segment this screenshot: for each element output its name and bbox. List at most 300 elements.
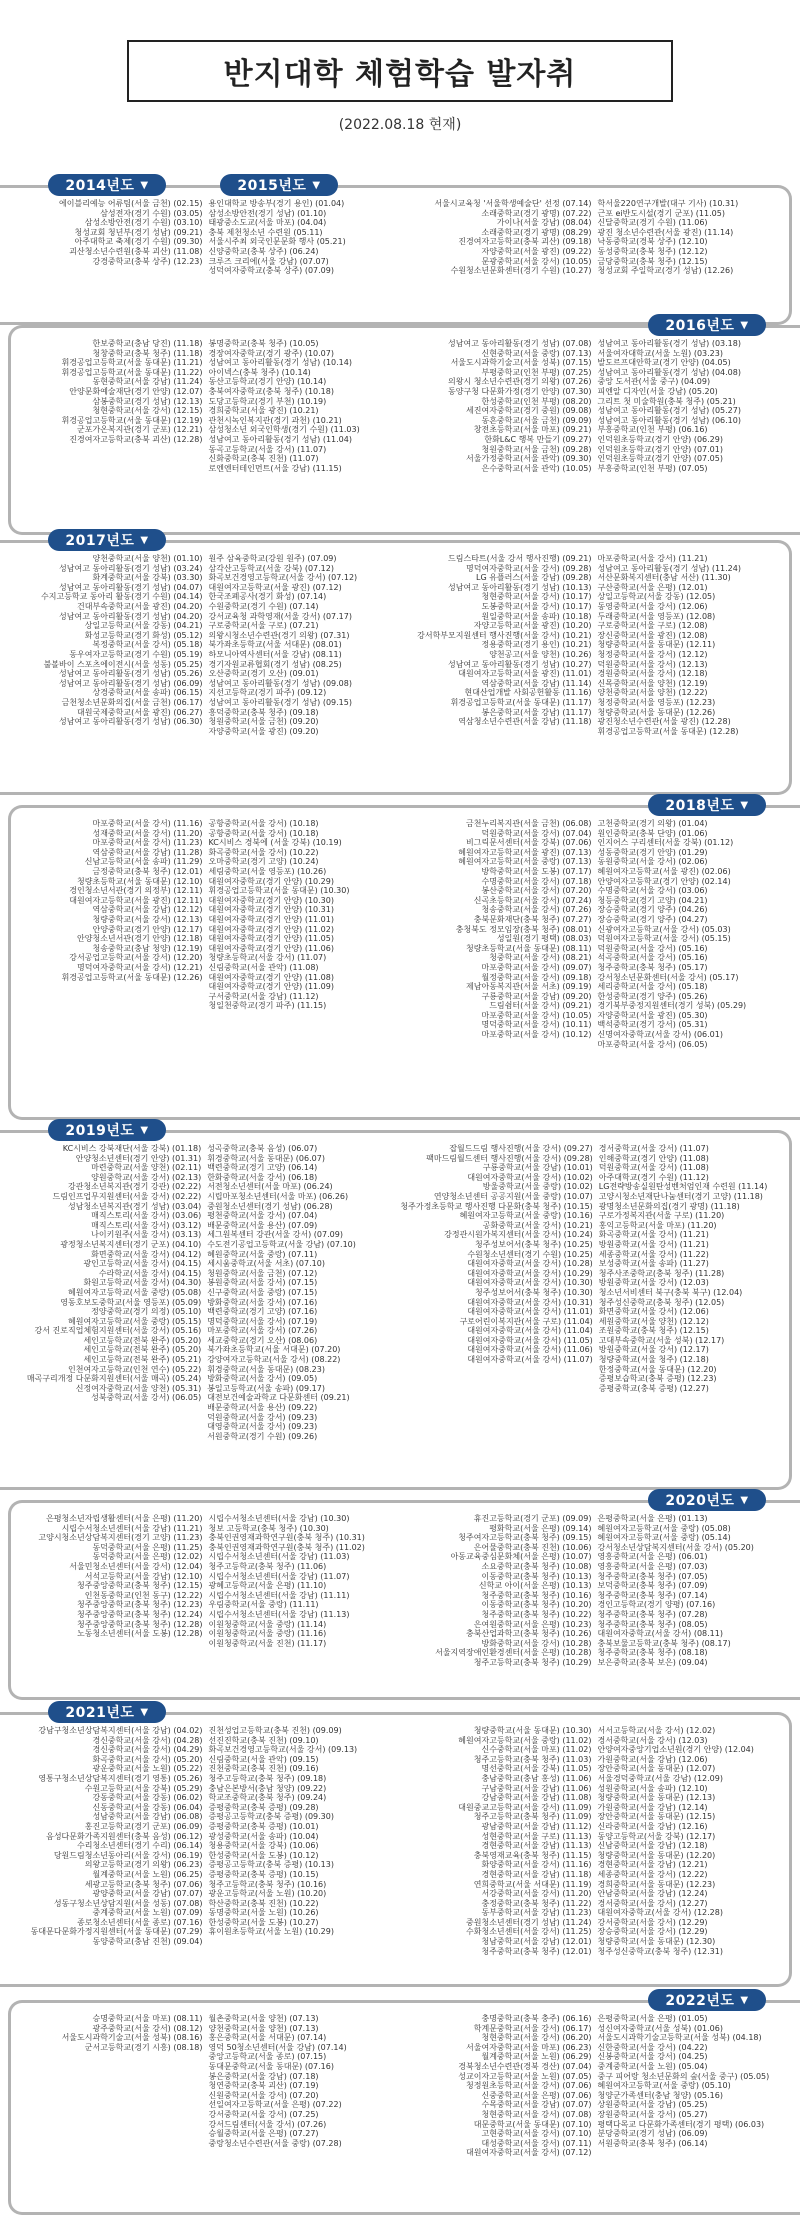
list-item: 화성고등학교(경기 화성) (05.12)	[84, 630, 203, 640]
list-item: 충북여자중학교(충북 청주) (10.18)	[208, 386, 334, 396]
list-item: 충북인권영재과학연구원(충북 청주) (11.02)	[208, 1542, 365, 1552]
list-item: 수라학교(서울 강서) (04.15)	[98, 1268, 202, 1278]
list-item: 의왕시청소년수련관(경기 의왕) (07.31)	[208, 630, 350, 640]
list-item: 성일원(경기 평택) (08.03)	[496, 934, 592, 944]
list-item: 동우여자고등학교(경기 수원) (05.19)	[69, 649, 203, 659]
list-item: 군서고등학교(경기 시흥) (08.18)	[84, 2042, 203, 2052]
list-item: 대원여자중학교(경기 안양) (11.08)	[208, 972, 334, 982]
list-item: 혜원중학교(서울 중랑) (07.11)	[207, 1249, 318, 1259]
list-item: 근포 ei반도시설(경기 군포) (11.05)	[597, 208, 725, 218]
list-item: 서강중학교(서울 강서) (11.20)	[481, 1889, 592, 1899]
entries-2017	[14, 554, 786, 736]
list-item: 청창중학교(충북 청주) (11.18)	[92, 348, 203, 358]
list-item: 서울시주최 외국인문문화 행사 (05.21)	[208, 237, 346, 247]
list-item: LG 유플러스(서울 강남) (09.28)	[476, 573, 592, 583]
list-item: 성남여고 동아리활동(경기 성남) (06.30)	[59, 717, 203, 727]
list-item: 강양여자고등학교(서울 강서) (08.22)	[207, 1355, 341, 1365]
list-item: 강서드림센터(서울 강서) (07.26)	[208, 2119, 327, 2129]
list-item: 장승중학교(서울 강서) (12.29)	[597, 1927, 708, 1937]
entry-column	[403, 339, 592, 473]
list-item: 충남은본방서(충남 청양) (09.22)	[208, 1783, 327, 1793]
list-item: 인덕원초등학교(경기 안양) (06.29)	[597, 434, 723, 444]
list-item: 안양여자고등학교(경기 안양) (02.14)	[597, 876, 731, 886]
list-item: 세광고등학교(충북 청주) (07.06)	[84, 1879, 203, 1889]
list-item: 진천중학교(충북 진천) (09.16)	[208, 1764, 319, 1774]
year-badge-2014[interactable]	[48, 174, 166, 196]
list-item: 휴이원초등학교(서울 노원) (10.29)	[208, 1927, 334, 1937]
list-item: 시립수서청소년센터(서울 강남) (11.07)	[208, 1571, 350, 1581]
list-item: 청주중학교(충북 청주) (07.05)	[597, 1571, 708, 1581]
list-item: 상경중학교(서울 송파) (06.15)	[92, 688, 203, 698]
list-item: 역삼중학교(서울 강남) (11.14)	[481, 678, 592, 688]
entry-column	[209, 199, 398, 276]
list-item: 학계문중학교(서울 강서) (06.17)	[473, 2023, 592, 2033]
list-item: 중구 피어랑 청소년문화의 숲(서울 중구) (05.05)	[597, 2071, 770, 2081]
list-item: 청량중학교(서울 동대문) (12.26)	[597, 707, 716, 717]
list-item: 은평중학교(서울 은평) (01.05)	[597, 2014, 708, 2023]
entries-2020	[14, 1514, 786, 1668]
list-item: 시립수서청소년센터(서울 강남) (10.30)	[208, 1514, 350, 1523]
list-item: 청주고등학교(충북 청주) (10.29)	[473, 1657, 592, 1667]
list-item: 태광중소도교(서울 마포) (04.04)	[208, 218, 327, 228]
list-item: 청주중앙중학교(충북 청주) (12.23)	[77, 1600, 203, 1610]
list-item: 진경여자고등학교(충북 괴산) (12.28)	[69, 434, 203, 444]
list-item: 경서중학교(서울 강서) (11.07)	[598, 1144, 709, 1153]
list-item: 방화중학교(서울 강서) (10.28)	[481, 1638, 592, 1648]
list-item: 강서학부모지원센터 행사진행(서울 강서) (10.21)	[417, 630, 592, 640]
list-item: 시립수서청소년센터(서울 강남) (11.21)	[61, 1523, 203, 1533]
list-item: 충북문화재단(충북 청주) (07.27)	[473, 914, 592, 924]
entry-column	[599, 1144, 786, 1441]
list-item: 광정청소년복지센터(경기 군포) (04.10)	[60, 1239, 202, 1249]
list-item: 마포중학교(서울 강서) (11.16)	[92, 819, 203, 828]
list-item: 청원중학교(서울 금천) (07.12)	[207, 1268, 318, 1278]
list-item: 대원여자중학교(서울 강서) (10.29)	[467, 1268, 593, 1278]
list-item: 휘경공업고등학교(서울 동대문) (12.26)	[61, 972, 203, 982]
list-item: 대원국제중학교(서울 광진) (06.27)	[77, 707, 203, 717]
list-item: 대원여자중학교(서울 강서) (07.12)	[466, 2148, 592, 2158]
list-item: 신화중학교(충북 진천) (11.07)	[208, 454, 319, 464]
caret-down-icon: ▼	[740, 799, 749, 811]
list-item: 원주 삼육중학교(강원 원주) (07.09)	[208, 554, 337, 563]
list-item: 청주중학교(충북 청주) (07.14)	[597, 1590, 708, 1600]
list-item: 연양청소년센터 공공지원(서울 중랑) (10.07)	[433, 1191, 593, 1201]
list-item: 대원여자중학교(경기 안양) (11.06)	[208, 943, 334, 953]
list-item: 화곡중학교(서울 강서) (11.21)	[598, 1230, 709, 1240]
list-item: 청주고등학교(충북 청주) (11.03)	[473, 1754, 592, 1764]
list-item: 안양청소년센터(경기 안양) (01.31)	[75, 1153, 202, 1163]
list-item: 오산중학교(경기 오산) (09.01)	[208, 669, 319, 679]
year-badge-2015[interactable]	[220, 174, 338, 196]
entry-column	[14, 1144, 201, 1441]
list-item: 대성중학교(서울 강서) (07.11)	[481, 2138, 592, 2148]
list-item: 삼성소방안전(경기 성남) (01.10)	[208, 208, 327, 218]
year-badge-2016[interactable]	[648, 314, 766, 336]
list-item: 대전보건예술과학교 다문화센터 (09.21)	[207, 1393, 350, 1403]
list-item: 성남여고 동아리활동(경기 성남) (11.24)	[597, 563, 741, 573]
list-item: 구남중학교(서울 강남) (11.06)	[481, 1783, 592, 1793]
list-item: 수원고등학교(서울 강북) (05.29)	[84, 1783, 203, 1793]
list-item: 신곡초등학교(서울 강서) (07.24)	[473, 895, 592, 905]
list-item: 안양청소년서관(경기 안양) (12.18)	[77, 934, 203, 944]
caret-down-icon: ▼	[740, 1494, 749, 1506]
list-item: 동명중학교(서울 노원) (10.26)	[208, 1908, 319, 1918]
entries-2021	[14, 1726, 786, 1956]
list-item: 경장여자중학교(경기 광주) (10.07)	[208, 348, 334, 358]
list-item: 원인중학교(충북 단양) (01.06)	[597, 828, 708, 838]
list-item: 아이넥스(충북 청주) (10.14)	[208, 367, 311, 377]
list-item: 성남여고 동아리활동(경기 성남) (05.27)	[597, 406, 741, 416]
list-item: 강서공업고등학교(서울 강서) (12.20)	[69, 953, 203, 963]
list-item: 영흥중학교(서울 은평) (06.01)	[597, 1552, 708, 1562]
list-item: 광성중학교(서울 송파) (10.04)	[208, 1831, 319, 1841]
list-item: 화면중학교(서울 강서) (12.06)	[598, 1307, 709, 1317]
list-item: 비그릭문서센터(서울 강북) (07.06)	[466, 838, 592, 848]
list-item: 강남중학교(서울 강남) (11.08)	[481, 1793, 592, 1803]
list-item: 청성교회 주일학교(경기 성남) (12.26)	[597, 266, 734, 276]
list-item: 청주고등학교(충북 청주) (09.18)	[208, 1773, 327, 1783]
list-item: 부평중학교(인천 부평) (07.25)	[481, 367, 592, 377]
caret-down-icon: ▼	[140, 1706, 149, 1718]
list-item: 대원여자고등학교(서울 광진) (12.11)	[69, 895, 203, 905]
list-item: 한성중학교(서울 도봉) (10.12)	[208, 1850, 319, 1860]
page-date: (2022.08.18 현재)	[338, 117, 462, 133]
list-item: 청일천중학교(경기 파주) (11.15)	[208, 1001, 327, 1011]
list-item: 혜원여자고등학교(서울 중랑) (05.08)	[597, 1523, 731, 1533]
list-item: 창전초등학교(서울 마포) (09.21)	[473, 425, 592, 435]
list-item: 소래중학교(경기 광명) (08.29)	[481, 227, 592, 237]
list-item: 이원청중학교(서울 진천) (11.17)	[208, 1638, 327, 1648]
year-badge-2018[interactable]	[648, 794, 766, 816]
list-item: 신봉중학교(서울 강서) (04.25)	[597, 2052, 708, 2062]
list-item: 은평청소년자립생활센터(서울 은평) (11.20)	[46, 1514, 203, 1523]
list-item: 구로중학교(서울 구로) (12.08)	[597, 621, 708, 631]
list-item: 관천시녹인복지관(경기 과천) (10.21)	[208, 415, 342, 425]
year-label-2015: 2015년도	[237, 178, 307, 194]
list-item: 증평중학교(충북 증평) (10.15)	[208, 1869, 319, 1879]
list-item: 화곡보건경영고등학교(서울 강서) (09.13)	[208, 1745, 358, 1755]
list-item: 신정여자중학교(서울 양천) (05.31)	[75, 1383, 202, 1393]
list-item: 성북중학교(서울 강서) (06.05)	[91, 1393, 202, 1403]
list-item: 선진진학교(충북 진천) (09.10)	[208, 1735, 319, 1745]
entry-column	[598, 1726, 787, 1956]
list-item: 한국조폐공사(경기 화성) (07.14)	[208, 592, 327, 602]
list-item: 가이나(서울 강남) (08.04)	[496, 218, 592, 228]
list-item: 청원중학교(서울 금천) (09.28)	[481, 444, 592, 454]
list-item: 신현중학교(서울 중랑) (07.13)	[481, 348, 592, 358]
list-item: 고대부속중학교(서울 성북) (12.17)	[598, 1335, 725, 1345]
entry-column	[403, 1726, 592, 1956]
list-item: 월계중학교(서울 노원) (06.29)	[481, 2052, 592, 2062]
list-item: 한화L&C 행복 만들기 (09.27)	[484, 434, 592, 444]
list-item: 중앙 도서관(서울 중구) (04.09)	[597, 377, 711, 387]
list-item: 혜원여자고등학교(서울 중랑) (11.02)	[458, 1735, 592, 1745]
list-item: 경기북부중정지원센터(경기 성북) (05.29)	[597, 1001, 747, 1011]
list-item: 화양중학교(서울 강서) (11.16)	[481, 1860, 592, 1870]
list-item: 대원여자중학교(서울 강서) (11.05)	[467, 1335, 593, 1345]
list-item: 휘경공업고등학교(서울 동대문) (12.19)	[61, 415, 203, 425]
year-label-2016: 2016년도	[665, 318, 735, 334]
list-item: 명덕여자중학교(서울 강서) (12.21)	[77, 962, 203, 972]
list-item: 마포중학교(서울 강서) (06.05)	[597, 1039, 708, 1049]
list-item: 세종중학교(서울 강서) (11.22)	[598, 1249, 709, 1259]
list-item: 강서 진로직업체험지원센터(서울 강서) (05.16)	[34, 1326, 202, 1336]
list-item: 경현중학교(서울 강남) (12.21)	[597, 1860, 708, 1870]
list-item: 에이블리예능 어류팀(서울 금천) (02.15)	[59, 199, 203, 208]
list-item: 대원여자중학교(서울 강서) (11.04)	[467, 1326, 593, 1336]
list-item: 영덕 50청소년센터(서울 강남) (07.14)	[208, 2042, 347, 2052]
list-item: 청주가정초등학교 행사진행 다문화(충북 청주) (10.15)	[400, 1201, 593, 1211]
list-item: 충북영재교육(충북 청주) (11.15)	[473, 1850, 592, 1860]
list-item: 성남여고 동아리활동(경기 성남) (10.14)	[208, 358, 352, 368]
list-item: 서원중학교(경기 수원) (09.26)	[207, 1431, 318, 1441]
section-2018	[0, 798, 800, 1120]
entry-column	[403, 819, 592, 1049]
entry-column	[598, 199, 787, 276]
list-item: 아주대학교 축제(경기 수원) (09.30)	[74, 237, 203, 247]
list-item: 서울가정중학교(서울 관악) (09.30)	[466, 454, 592, 464]
list-item: 성신여자중학교(서울 성북) (01.06)	[597, 2023, 723, 2033]
list-item: 수리청소년센터(경기 수리) (06.14)	[77, 1841, 203, 1851]
list-item: 광명청소년문화의집(경기 광명) (11.18)	[598, 1201, 740, 1211]
list-item: 한보중학교(충남 당진) (11.18)	[92, 339, 203, 348]
list-item: 청현중학교(서울 강서) (06.20)	[481, 2033, 592, 2043]
list-item: 신원중학교(서울 강서) (07.20)	[208, 2090, 319, 2100]
list-item: 장승중학교(경기 양주) (04.26)	[597, 905, 708, 915]
list-item: 세시움중학교(서울 서초) (07.10)	[207, 1259, 325, 1269]
list-item: 화곡중학교(서울 강서) (10.22)	[208, 847, 319, 857]
list-item: 안양여자중앙기업소년원(경기 안양) (12.04)	[597, 1745, 754, 1755]
list-item: 세교중학교(경기 오산) (08.06)	[207, 1335, 318, 1345]
section-2014-2015	[0, 178, 800, 325]
list-item: 청정원초등학교(서울 강서) (07.06)	[466, 2081, 592, 2091]
entry-column	[403, 1514, 592, 1668]
list-item: 괴산청소년수련원(충북 괴산) (11.08)	[69, 246, 203, 256]
list-item: 화계중학교(서울 강북) (03.30)	[92, 573, 203, 583]
list-item: 노동청소년센터(서울 도봉) (12.28)	[77, 1629, 203, 1639]
list-item: 마포중학교(서울 강서) (10.12)	[481, 1030, 592, 1040]
list-item: 청주성신중학교(충북 청주) (12.31)	[597, 1946, 723, 1956]
list-item: 학교조중학교(충북 청주) (09.24)	[208, 1793, 327, 1803]
list-item: 흥덕중학교(충북 청주) (09.18)	[208, 707, 319, 717]
list-item: 봉명중학교(충북 청주) (10.05)	[208, 339, 319, 348]
list-item: 서산문화복지센터(충남 서산) (11.30)	[597, 573, 731, 583]
title-box	[127, 40, 673, 102]
list-item: 보성중학교(서울 송파) (11.27)	[598, 1259, 709, 1269]
list-item: 영흥중학교(서울 은평) (07.03)	[597, 1561, 708, 1571]
list-item: 신달중학교(경기 수원) (11.06)	[597, 218, 708, 228]
list-item: 자양고등학교(서울 광진) (10.20)	[473, 621, 592, 631]
list-item: 성동구청소년상담지원(서울 성동) (07.08)	[53, 1898, 203, 1908]
list-item: 경신중학교(서울 강서) (04.29)	[92, 1745, 203, 1755]
list-item: 청원중학교(서울 금천) (09.20)	[208, 717, 319, 727]
list-item: 상원중학교(서울 강남) (05.25)	[597, 2100, 708, 2110]
list-item: 충명중학교(충북 충주) (06.16)	[481, 2014, 592, 2023]
entry-column	[403, 199, 592, 276]
list-item: 드림인프업무지원센터(서울 강서) (02.22)	[52, 1191, 202, 1201]
entry-column	[14, 199, 203, 276]
list-item: 양천중학교(서울 양천) (07.13)	[208, 2023, 319, 2033]
entries-2022	[14, 2014, 786, 2158]
list-item: 증평중학교(충북 증평) (09.28)	[208, 1802, 319, 1812]
year-badge-2017[interactable]	[48, 529, 166, 551]
list-item: 동부중학교(서울 강남) (11.23)	[481, 1908, 592, 1918]
list-item: 승명중학교(서울 마포) (08.11)	[92, 2014, 203, 2023]
year-badge-2020[interactable]	[648, 1489, 766, 1511]
list-item: 마포중학교(서울 강서) (11.21)	[597, 554, 708, 563]
list-item: 대원여자중학교(경기 안양) (11.01)	[208, 914, 334, 924]
list-item: 로엔엔터테인먼트(서울 강남) (11.15)	[208, 463, 342, 473]
list-item: 성남여고 동아리활동(경기 성남) (09.15)	[208, 697, 352, 707]
list-item: 대영중학교(서울 강서) (09.23)	[207, 1422, 318, 1432]
list-item: 청주중앙중학교(충북 청주) (12.24)	[77, 1609, 203, 1619]
list-item: 청주고등학교(충북 청주) (10.16)	[208, 1879, 327, 1889]
list-item: 청주성신중학교(충북 청주) (12.05)	[598, 1297, 725, 1307]
list-item: 성남여고 동아리활동(경기 성남) (10.27)	[448, 659, 592, 669]
list-item: 안양중학교(경기 안양) (12.17)	[92, 924, 203, 934]
year-badge-2022[interactable]	[648, 1989, 766, 2011]
list-item: 혜원여자고등학교(서울 광진) (07.13)	[458, 847, 592, 857]
list-item: 수명중학교(서울 강서) (03.06)	[597, 886, 708, 896]
list-item: 대원여자고등학교(서울 광진) (07.12)	[208, 582, 342, 592]
entries-2019	[14, 1144, 786, 1441]
list-item: 나이키원주(서울 강서) (03.13)	[91, 1230, 202, 1240]
list-item: 마포중학교(서울 강서) (09.07)	[481, 962, 592, 972]
list-item: 증평공고등학교(충북 증평) (10.13)	[208, 1860, 334, 1870]
year-badge-2019[interactable]	[48, 1119, 166, 1141]
list-item: 성남여고 동아리활동(경기 성남) (05.26)	[59, 669, 203, 679]
list-item: 대원여자중학교(서울 강서) (10.02)	[467, 1172, 593, 1182]
list-item: 평천중학교(서울 강서) (07.04)	[207, 1211, 318, 1221]
list-item: 청중학교(서울 강서) (08.21)	[489, 953, 592, 963]
list-item: 역삼청소년수련관(서울 강남) (11.18)	[458, 717, 592, 727]
list-item: 학산중학교(충북 진천) (10.22)	[208, 1898, 319, 1908]
section-2016	[0, 318, 800, 535]
entry-column	[400, 1144, 592, 1441]
list-item: 봉은중학교(서울 강남) (11.17)	[481, 707, 592, 717]
list-item: 가원중학교(서울 강남) (12.14)	[597, 1802, 708, 1812]
list-item: 서석고등학교(서울 강남) (12.10)	[84, 1571, 203, 1581]
caret-down-icon: ▼	[140, 1124, 149, 1136]
list-item: 한성중학교(서울 도봉) (10.27)	[208, 1917, 319, 1927]
list-item: 청주중학교(충북 청주) (10.22)	[481, 1609, 592, 1619]
list-item: 광운고등학교(서울 노원) (10.20)	[208, 1889, 327, 1899]
list-item: 혜원여자고등학교(서울 중랑) (07.13)	[458, 857, 592, 867]
list-item: 도당고등학교(경기 부천) (10.19)	[208, 396, 327, 406]
list-item: 신동중학교(서울 강동) (06.04)	[92, 1802, 203, 1812]
year-label-2019: 2019년도	[65, 1123, 135, 1139]
entry-column	[209, 819, 398, 1049]
list-item: 두래중학교(서울 영등포) (12.08)	[597, 611, 716, 621]
list-item: 방화중학교(서울 강서) (09.05)	[207, 1374, 318, 1384]
list-item: 동흔중학교(서울 금천) (09.09)	[481, 415, 592, 425]
list-item: 휘경공업고등학교(서울 동대문) (11.21)	[61, 358, 203, 368]
list-item: 은평중학교(서울 은평) (01.13)	[597, 1514, 708, 1523]
list-item: 수지고등학교 동아리 활동(경기 수원) (04.14)	[41, 592, 203, 602]
list-item: 한정중학교(서울 동대문) (12.20)	[598, 1364, 717, 1374]
list-item: 경북청소년수련관(경북 경산) (07.04)	[458, 2061, 592, 2071]
list-item: 장원중학교(서울 강서) (05.27)	[597, 2109, 708, 2119]
list-item: 성남여고 동아리활동(경기 성남) (07.08)	[448, 339, 592, 348]
list-item: 청량초등학교(서울 동대문) (12.10)	[77, 876, 203, 886]
list-item: 구룡중학교(서울 강남) (10.01)	[482, 1163, 593, 1173]
list-item: 경신중학교(서울 강서) (04.28)	[92, 1735, 203, 1745]
list-item: 혜원여자고등학교(서울 중랑) (05.14)	[597, 1533, 731, 1543]
list-item: 자양중학교(서울 광진) (05.30)	[597, 1010, 708, 1020]
list-item: 연희중학교(서울 서대문) (11.19)	[473, 1879, 592, 1889]
list-item: 발도르프대안학교(경기 안양) (04.05)	[597, 358, 731, 368]
list-item: 중원청소년센터(경기 성남) (06.28)	[207, 1201, 333, 1211]
list-item: 성재중학교(서울 강서) (11.20)	[92, 828, 203, 838]
entry-column	[14, 1514, 203, 1668]
list-item: 덕원여자고등학교(서울 강서) (05.15)	[597, 934, 731, 944]
list-item: 방화중학교(서울 강서) (07.16)	[207, 1297, 318, 1307]
list-item: 시립수서청소년센터(서울 강남) (11.03)	[208, 1552, 350, 1562]
list-item: 아주대학교(경기 수원) (11.12)	[598, 1172, 709, 1182]
list-item: 보덕중학교(충북 청주) (07.09)	[597, 1581, 708, 1591]
list-item: 청량중학교(서울 동대문) (12.20)	[597, 1850, 716, 1860]
list-item: 대원중교고등학교(서울 강서) (11.09)	[458, 1802, 592, 1812]
list-item: 강관청소년복지관(경기 강관) (02.22)	[67, 1182, 202, 1192]
list-item: 성남여고 동아리활동(경기 성남) (09.08)	[208, 678, 352, 688]
list-item: 동성중학교(충북 청주) (12.12)	[597, 246, 708, 256]
list-item: 세인고등학교(전북 완주) (05.20)	[83, 1345, 202, 1355]
list-item: 부흥중학교(인천 부평) (06.16)	[597, 425, 708, 435]
list-item: 한성중학교(경기 양주) (05.26)	[597, 991, 708, 1001]
list-item: 청현중학교(서울 강서) (07.08)	[481, 2109, 592, 2119]
year-badge-2021[interactable]	[48, 1701, 166, 1723]
list-item: 인천동중학교(인천 동구) (12.22)	[84, 1590, 203, 1600]
list-item: 경기자원교류협회(경기 성남) (08.25)	[208, 659, 342, 669]
list-item: 신구중학교(서울 중랑) (07.15)	[207, 1287, 318, 1297]
list-item: 평택다목교 다문화가족센터(경기 평택) (06.03)	[597, 2119, 765, 2129]
list-item: 이원청중학교(서울 중랑) (11.14)	[208, 1619, 327, 1629]
list-item: 백련중학교(경기 고양) (06.14)	[207, 1163, 318, 1173]
list-item: 대원여자중학교(경기 안양) (11.02)	[208, 924, 334, 934]
list-item: 북가좌초등학교(서울 서대문) (08.01)	[208, 640, 342, 650]
list-item: 덕원중학교(서울 강서) (05.16)	[597, 943, 708, 953]
list-item: 대원여자중학교(경기 안양) (10.30)	[208, 895, 334, 905]
list-item: 피엔알 디자인(서울 강남) (05.20)	[597, 386, 718, 396]
list-item: 광운중학교(서울 노원) (05.22)	[92, 1764, 203, 1774]
list-item: 구산중학교(서울 은평) (12.01)	[597, 582, 708, 592]
list-item: 자양중학교(서울 광진) (09.22)	[481, 246, 592, 256]
list-item: 봉산중학교(서울 강서) (07.20)	[481, 886, 592, 896]
list-item: 휘경중학교(서울 동대문) (08.23)	[207, 1364, 325, 1374]
list-item: 서전청소년센터(서울 마포) (06.24)	[207, 1182, 333, 1192]
list-item: 광인고등학교(서울 강서) (04.15)	[83, 1259, 202, 1269]
list-item: 청송중학교(충남 청양) (12.19)	[92, 943, 203, 953]
list-item: 월정중학교(서울 강서) (09.18)	[481, 972, 592, 982]
entry-column	[209, 554, 398, 736]
list-item: 청주중학교(충북 청주) (07.28)	[597, 1609, 708, 1619]
list-item: 가원중학교(서울 강남) (12.06)	[597, 1754, 708, 1764]
list-item: 신수중학교(서울 마포) (11.02)	[481, 1745, 592, 1755]
list-item: 광양중학교(서울 강남) (07.07)	[92, 1889, 203, 1899]
list-item: 청량중학교(서울 강서) (12.13)	[92, 914, 203, 924]
list-item: 광혜고등학교(서울 은평) (11.10)	[208, 1581, 327, 1591]
list-item: 서울민청소년센터(서울 강서) (12.04)	[69, 1561, 203, 1571]
list-item: 대원여자중학교(경기 안양) (10.29)	[208, 876, 334, 886]
list-item: 증평중학교(충북 증평) (12.27)	[598, 1383, 709, 1393]
list-item: 시립마포청소년센터(서울 마포) (06.26)	[207, 1191, 349, 1201]
list-item: 영동호보도중학교(서울 영등포) (05.09)	[60, 1297, 202, 1307]
list-item: 봉일고등학교(서울 송파) (09.17)	[207, 1383, 325, 1393]
entry-column	[209, 1726, 398, 1956]
list-item: 공화중학교(서울 강서) (10.21)	[482, 1220, 593, 1230]
entry-column	[598, 339, 787, 473]
list-item: 성교이자고등학교(서울 노원) (07.05)	[458, 2071, 592, 2081]
